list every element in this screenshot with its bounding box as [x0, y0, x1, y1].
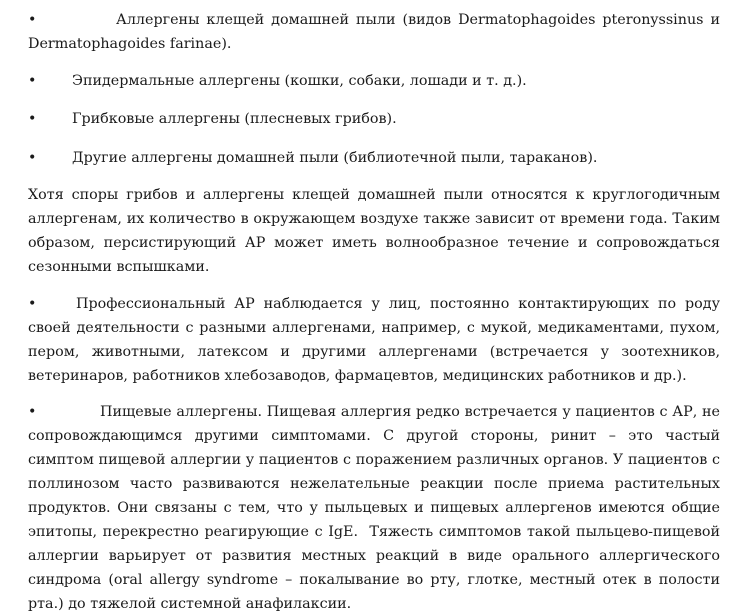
bullet-text: Грибковые аллергены (плесневых грибов).: [72, 111, 397, 127]
bullet-item-epidermal: • Эпидермальные аллергены (кошки, собаки, лошади и т. д.).: [28, 73, 527, 89]
bullet-text: Другие аллергены домашней пыли (библиотечной пыли, тараканов).: [72, 150, 598, 166]
bullet-item-fungal: • Грибковые аллергены (плесневых грибов).: [28, 111, 397, 127]
bullet-text: Аллергены клещей домашней пыли (видов Dermatophagoides pteronyssinus и Dermatophagoides farinae).: [28, 12, 725, 52]
paragraph-perennial: Хотя споры грибов и аллергены клещей домашней пыли относятся к круглогодичным аллергенам, их количество в окружающем воздухе также зависит от времени года. Таким образом, персистирующий АР может иметь волнообразное течение и сопровождаться сезонными вспышками.: [28, 187, 725, 275]
bullet-item-other-dust: • Другие аллергены домашней пыли (библиотечной пыли, тараканов).: [28, 150, 598, 166]
bullet-text: Профессиональный АР наблюдается у лиц, постоянно контактирующих по роду своей деятельности с разными аллергенами, например, с мукой, медикаментами, пухом, пером, животными, латексом и другими аллергенами (встречается у зоотехников, ветеринаров, работников хлебозаводов, фармацевтов, медицинских работников и др.).: [28, 296, 725, 384]
bullet-text: Эпидермальные аллергены (кошки, собаки, лошади и т. д.).: [72, 73, 527, 89]
bullet-text: Пищевые аллергены. Пищевая аллергия редко встречается у пациентов с АР, не сопровождающимся другими симптомами. С другой стороны, ринит – это частый симптом пищевой аллергии у пациентов с поражением различных органов. У пациентов с поллинозом часто развиваются нежелательные реакции после приема растительных продуктов. Они связаны с тем, что у пыльцевых и пищевых аллергенов имеются общие эпитопы, перекрестно реагирующие с IgE. Тяжесть симптомов такой пыльцево-пищевой аллергии варьирует от развития местных реакций в виде орального аллергического синдрома (oral allergy syndrome – покалывание во рту, глотке, местный отек в полости рта.) до тяжелой системной анафилаксии.: [28, 404, 725, 612]
bullet-item-food: • Пищевые аллергены. Пищевая аллергия редко встречается у пациентов с АР, не сопровождающимся другими симптомами. С другой стороны, ринит – это частый симптом пищевой аллергии у пациентов с поражением различных органов. У пациентов с поллинозом часто развиваются нежелательные реакции после приема растительных продуктов. Они связаны с тем, что у пыльцевых и пищевых аллергенов имеются общие эпитопы, перекрестно реагирующие с IgE. Тяжесть симптомов такой пыльцево-пищевой аллергии варьирует от развития местных реакций в виде орального аллергического синдрома (oral allergy syndrome – покалывание во рту, глотке, местный отек в полости рта.) до тяжелой системной анафилаксии.: [28, 404, 725, 612]
bullet-item-dust-mites: • Аллергены клещей домашней пыли (видов Dermatophagoides pteronyssinus и Dermatophagoides farinae).: [28, 12, 725, 52]
bullet-item-occupational: • Профессиональный АР наблюдается у лиц, постоянно контактирующих по роду своей деятельности с разными аллергенами, например, с мукой, медикаментами, пухом, пером, животными, латексом и другими аллергенами (встречается у зоотехников, ветеринаров, работников хлебозаводов, фармацевтов, медицинских работников и др.).: [28, 296, 725, 384]
